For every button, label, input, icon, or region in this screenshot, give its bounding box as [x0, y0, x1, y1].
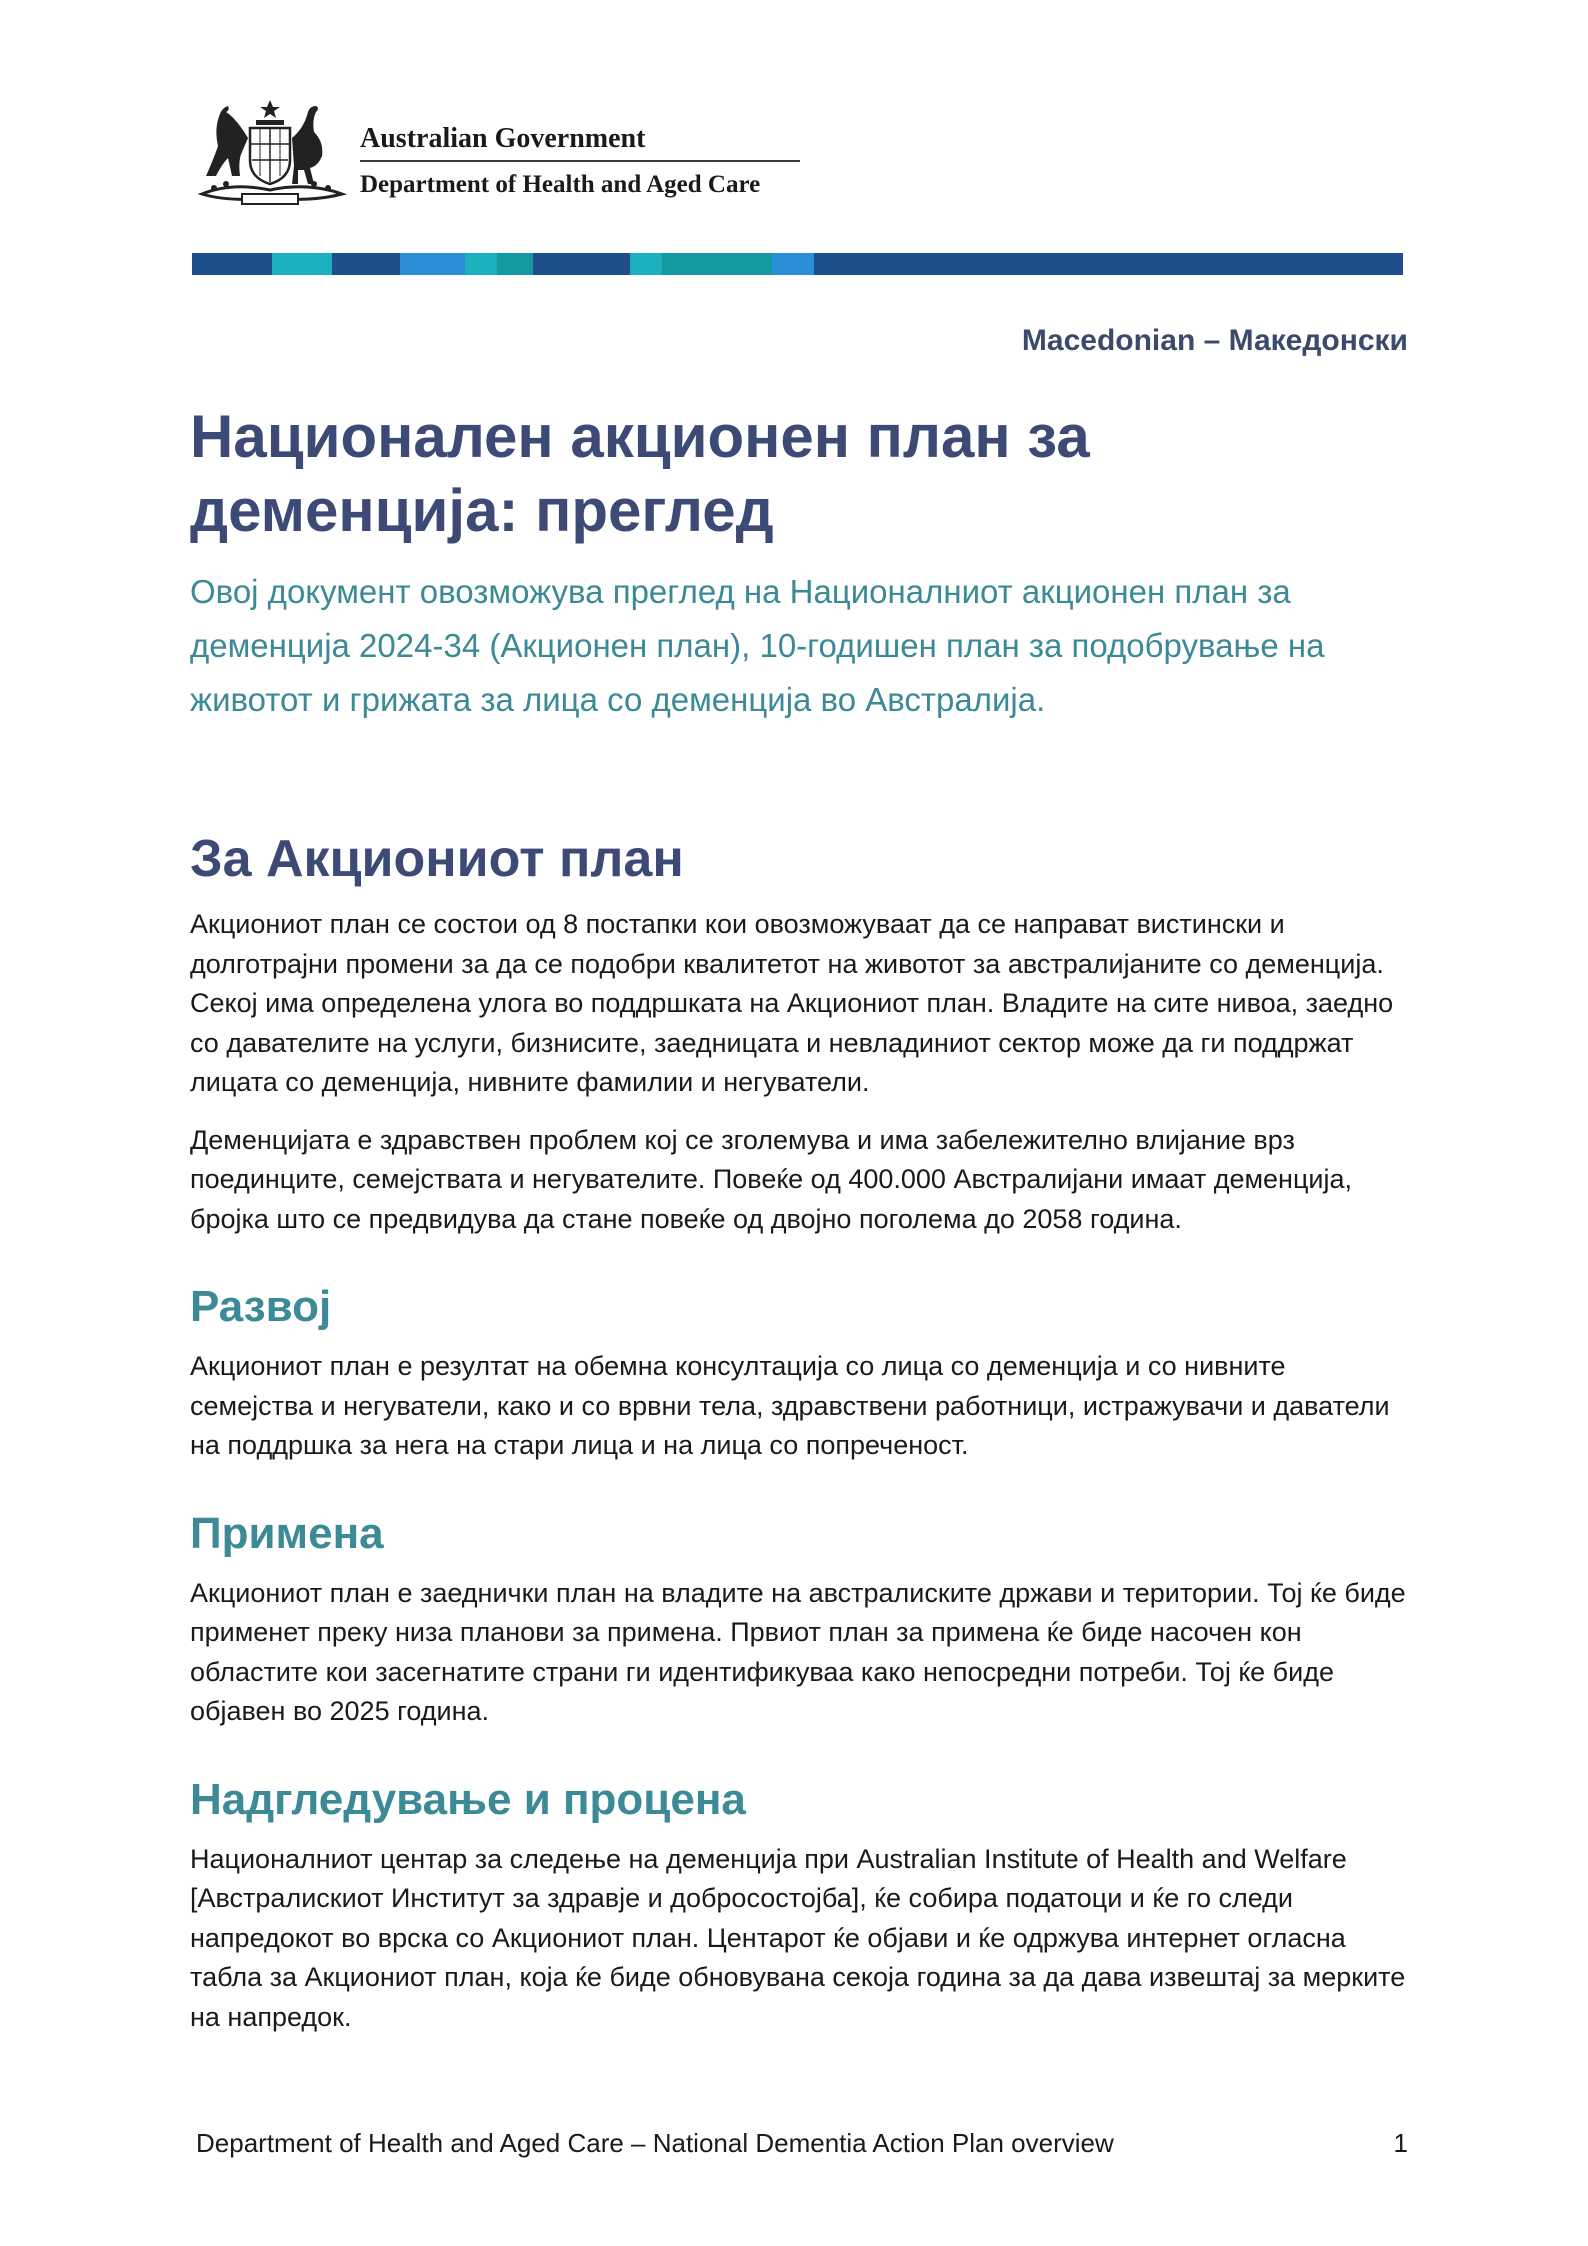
title-line: деменција: преглед: [190, 477, 774, 544]
paragraph: Националниот центар за следење на деменција при Australian Institute of Health and Welfare [Австралискиот Институт за здравје и добросостојба], ќе собира податоци и ќе го следи напредокот во врска со Акциониот план. Центарот ќе објави и ќе одржува интернет огласна табла за Акциониот план, која ќе биде обновувана секоја година за да дава извештај за мерките на напредок.: [190, 1843, 1406, 2032]
org-divider: [360, 160, 800, 162]
color-bar-segment: [497, 253, 533, 275]
language-label: Macedonian – Македонски: [1021, 324, 1408, 357]
paragraph: Акциониот план е заеднички план на владите на австралиските држави и територии. Тој ќе биде применет преку низа планови за примена. Првиот план за примена ќе биде насочен кон областите кои засегнатите страни ги идентификуваа како непосредни потреби. Тој ќе биде објавен во 2025 година.: [190, 1577, 1406, 1726]
color-bar-segment: [192, 253, 272, 275]
color-bar-segment: [272, 253, 332, 275]
section-heading-about: За Акциониот план: [190, 830, 684, 888]
coat-of-arms-logo: [192, 98, 352, 208]
color-bar-segment: [533, 253, 630, 275]
org-name: Australian Government: [360, 123, 646, 154]
color-bar-segment: [630, 253, 662, 275]
color-bar-segment: [814, 253, 1403, 275]
document-title: [190, 400, 1410, 548]
color-bar-segment: [465, 253, 497, 275]
department-name: Department of Health and Aged Care: [360, 171, 761, 198]
footer-text: Department of Health and Aged Care – National Dementia Action Plan overview: [196, 2128, 1114, 2158]
paragraph: Акциониот план се состои од 8 постапки кои овозможуваат да се направат вистински и долготрајни промени за да се подобри квалитетот на животот за австралијаните со деменција. Секој има определена улога во поддршката на Акциониот план. Владите на сите нивоа, заедно со давателите на услуги, бизнисите, заедницата и невладиниот сектор може да ги поддржат лицата со деменција, нивните фамилии и негуватели.: [190, 909, 1394, 1097]
color-bar-segment: [662, 253, 772, 275]
paragraph: Акциониот план е резултат на обемна консултација со лица со деменција и со нивните семејства и негуватели, како и со врвни тела, здравствени работници, истражувачи и даватели на поддршка за нега на стари лица и на лица со попреченост.: [190, 1351, 1390, 1460]
section-heading-development: Развој: [190, 1282, 332, 1331]
page-number: 1: [1393, 2128, 1408, 2158]
org-block: [360, 122, 800, 200]
brand-color-bar: [192, 253, 1403, 275]
color-bar-segment: [400, 253, 465, 275]
title-line: Национален акционен план за: [190, 403, 1090, 470]
color-bar-segment: [772, 253, 814, 275]
color-bar-segment: [332, 253, 400, 275]
document-body: [190, 823, 1415, 2055]
page-footer: [196, 2128, 1408, 2159]
paragraph: Деменцијата е здравствен проблем кој се зголемува и има забележително влијание врз поединците, семејствата и негувателите. Повеќе од 400.000 Австралијани имаат деменција, бројка што се предвидува да стане повеќе од двојно поголема до 2058 година.: [190, 1124, 1353, 1234]
section-heading-monitoring: Надгледување и процена: [190, 1774, 746, 1824]
section-heading-implementation: Примена: [190, 1508, 384, 1558]
intro-paragraph: Овој документ овозможува преглед на Националниот акционен план за деменција 2024-34 (Акционен план), 10-годишен план за подобрување на животот и грижата за лица со деменција во Австралија.: [190, 573, 1325, 718]
